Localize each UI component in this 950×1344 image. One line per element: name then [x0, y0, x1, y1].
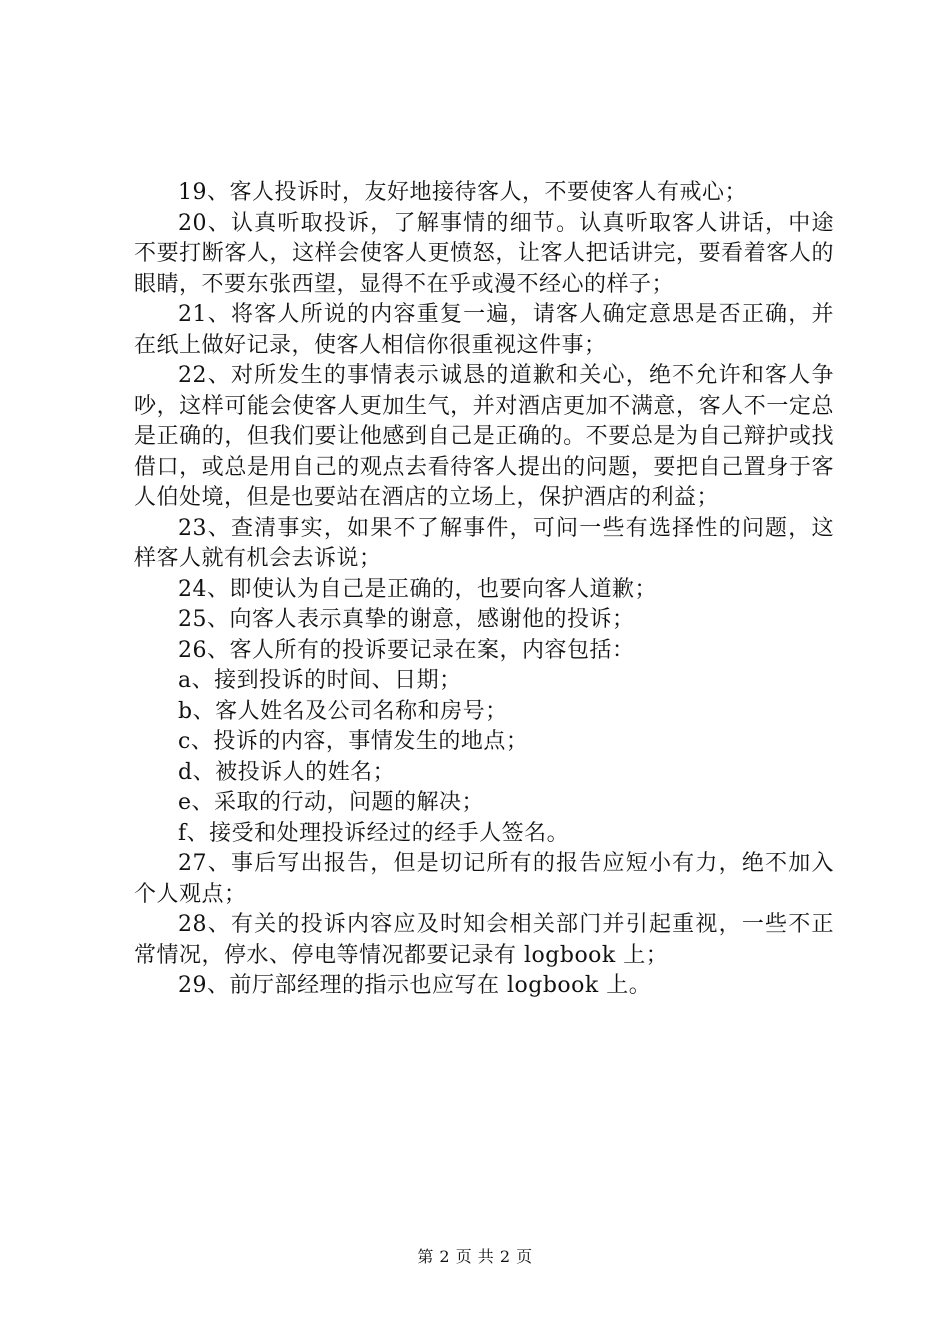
paragraph-29: 29、前厅部经理的指示也应写在 logbook 上。: [178, 973, 652, 998]
paragraph-20: 20、认真听取投诉，了解事情的细节。认真听取客人讲话，中途不要打断客人，这样会使客人更愤怒，让客人把话讲完，要看着客人的眼睛，不要东张西望，显得不在乎或漫不经心的样子；: [134, 210, 834, 297]
list-item-d: d、被投诉人的姓名；: [178, 759, 396, 785]
paragraph-24: 24、即使认为自己是正确的，也要向客人道歉；: [178, 576, 657, 602]
list-item-e: e、采取的行动，问题的解决；: [178, 790, 485, 815]
list-item-b: b、客人姓名及公司名称和房号；: [178, 698, 508, 724]
paragraph-25: 25、向客人表示真挚的谢意，感谢他的投诉；: [178, 607, 635, 632]
paragraph-28: 28、有关的投诉内容应及时知会相关部门并引起重视，一些不正常情况，停水、停电等情况都要记录有 logbook 上；: [134, 912, 834, 968]
list-item-c: c、投诉的内容，事情发生的地点；: [178, 729, 529, 754]
paragraph-19: 19、客人投诉时，友好地接待客人，不要使客人有戒心；: [178, 180, 747, 205]
paragraph-26: 26、客人所有的投诉要记录在案，内容包括：: [178, 637, 635, 663]
document-body: [134, 178, 834, 1002]
page-number-footer: 第 2 页 共 2 页: [417, 1247, 533, 1266]
list-item-f: f、接受和处理投诉经过的经手人签名。: [178, 820, 570, 846]
paragraph-23: 23、查清事实，如果不了解事件，可问一些有选择性的问题，这样客人就有机会去诉说；: [134, 515, 834, 571]
paragraph-27: 27、事后写出报告，但是切记所有的报告应短小有力，绝不加入个人观点；: [134, 851, 834, 907]
list-item-a: a、接到投诉的时间、日期；: [178, 668, 462, 693]
paragraph-22: 22、对所发生的事情表示诚恳的道歉和关心，绝不允许和客人争吵，这样可能会使客人更加生气，并对酒店更加不满意，客人不一定总是正确的，但我们要让他感到自己是正确的。不要总是为自己辩护或找借口，或总是用自己的观点去看待客人提出的问题，要把自己置身于客人伯处境，但是也要站在酒店的立场上，保护酒店的利益；: [134, 363, 834, 510]
paragraph-21: 21、将客人所说的内容重复一遍，请客人确定意思是否正确，并在纸上做好记录，使客人相信你很重视这件事；: [134, 302, 834, 358]
